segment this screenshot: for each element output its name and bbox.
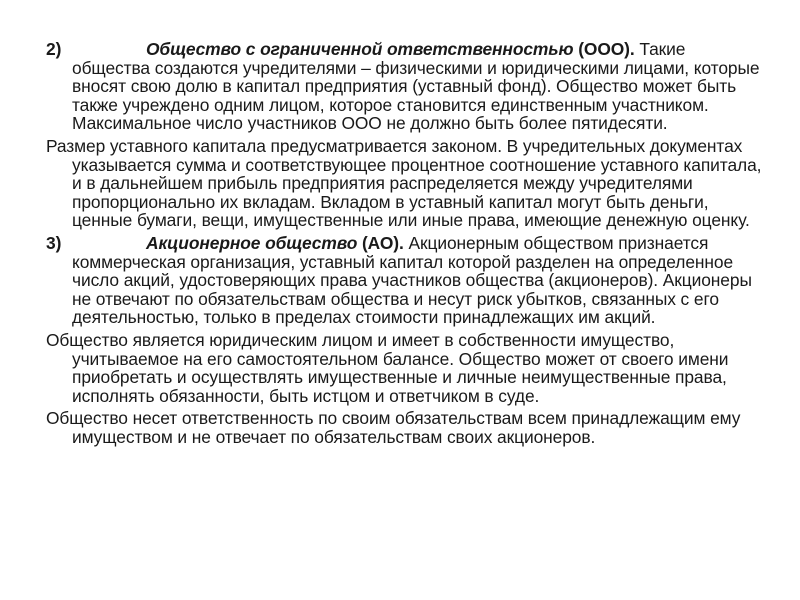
- slide-content: [46, 40, 766, 446]
- section-2-title: Общество с ограниченной ответственностью: [146, 39, 574, 59]
- capital-paragraph: [46, 137, 766, 230]
- section-3-title: Акционерное общество: [146, 232, 358, 253]
- section-3-abbreviation: (АО).: [361, 232, 404, 253]
- liability-text: Общество несет ответственность по своим обязательствам всем принадлежащим ему имуществом и не отвечает по обязательствам своих акционеров.: [46, 408, 741, 447]
- section-2-paragraph: [46, 40, 766, 133]
- liability-paragraph: [46, 409, 766, 446]
- legal-entity-text: Общество является юридическим лицом и имеет в собственности имущество, учитываемое на его самостоятельном балансе. Общество может от своего имени приобретать и осуществлять имущественные и личные неимущественные права, исполнять обязанности, быть истцом и ответчиком в суде.: [46, 329, 729, 406]
- capital-text: Размер уставного капитала предусматривается законом. В учредительных документах указывается сумма и соответствующее процентное соотношение уставного капитала, и в дальнейшем прибыль предприятия распределяется между учредителями пропорционально их вкладам. Вкладом в уставный капитал могут быть деньги, ценные бумаги, вещи, имущественные или иные права, имеющие денежную оценку.: [46, 135, 762, 231]
- section-2-number: 2): [46, 39, 62, 59]
- section-2-text: Такие общества создаются учредителями – физическими и юридическими лицами, которые вносят свою долю в капитал предприятия (уставный фонд). Общество может быть также учреждено одним лицом, которое становится единственным участником. Максимальное число участников ООО не должно быть более пятидесяти.: [72, 39, 760, 134]
- section-3-text: Акционерным обществом признается коммерческая организация, уставный капитал которой разделен на определенное число акций, удостоверяющих права участников общества (акционеров). Акционеры не отвечают по обязательствам общества и несут риск убытков, связанных с его деятельностью, только в пределах стоимости принадлежащих им акций.: [72, 232, 752, 328]
- section-2-abbreviation: (ООО).: [578, 39, 635, 59]
- section-3-paragraph: [46, 234, 766, 327]
- legal-entity-paragraph: [46, 331, 766, 405]
- section-3-number: 3): [46, 232, 62, 253]
